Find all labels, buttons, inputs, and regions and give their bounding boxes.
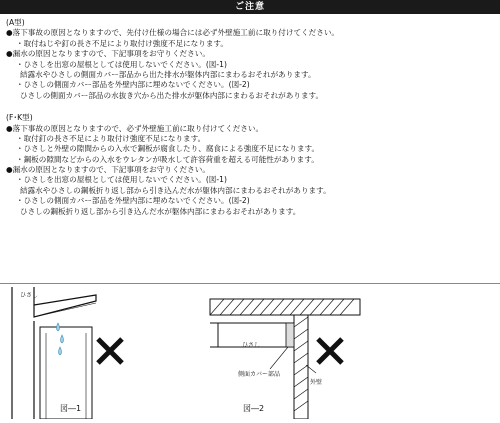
list-item: 結露水やひさしの側面カバー部品から出た排水が躯体内部にまわるおそれがあります。 xyxy=(20,69,316,79)
water-drop-icon xyxy=(61,335,64,343)
notice-header xyxy=(0,0,500,14)
section-title-fk: (F･K型) xyxy=(6,113,33,123)
divider xyxy=(0,283,500,284)
list-item: ●落下事故の原因となりますので、先付け仕様の場合には必ず外壁施工前に取り付けてください。 xyxy=(6,28,339,38)
fig2-label-cover: 側面カバー部品 xyxy=(238,371,281,378)
list-item: 結露水やひさしの鋼板折り返し部から引き込んだ水が躯体内部にまわるおそれがあります。 xyxy=(20,185,331,195)
list-item: ・鋼板の隙間などからの入水をウレタンが吸水して許容荷重を超える可能性があります。 xyxy=(16,154,319,164)
list-item: ・ひさしと外壁の隙間からの入水で鋼板が腐食したり、腐食による強度不足になります。 xyxy=(16,144,320,154)
list-item: ●漏水の原因となりますので、下記事項をお守りください。 xyxy=(6,165,210,175)
list-item: ・ひさしを出窓の屋根としては使用しないでください。(図-1) xyxy=(16,59,227,69)
fig2-label-wall: 外壁 xyxy=(310,379,323,386)
prohibited-cross-icon xyxy=(98,339,122,363)
section-title-a: (A型) xyxy=(6,18,25,27)
figure-2-caption: 図―2 xyxy=(243,404,265,413)
list-item: ・ひさしの側面カバー部品を外壁内部に埋めないでください。(図-2) xyxy=(16,196,250,206)
notice-title: ご注意 xyxy=(234,2,265,12)
water-drop-icon xyxy=(59,347,62,355)
fig2-label-hisashi: ひさし xyxy=(242,342,261,349)
figure-1 xyxy=(0,287,170,419)
water-drop-icon xyxy=(57,323,60,331)
notice-body xyxy=(6,18,496,217)
figure-2 xyxy=(170,287,500,419)
figure-1-drawing xyxy=(0,287,170,419)
list-item: ひさしの側面カバー部品の水抜き穴から出た排水が躯体内部にまわるおそれがあります。 xyxy=(20,90,324,100)
list-item: ひさしの鋼板折り返し部から引き込んだ水が躯体内部にまわるおそれがあります。 xyxy=(20,206,301,216)
fig1-label-hisashi: ひさし xyxy=(20,292,39,299)
list-item: ・ひさしの側面カバー部品を外壁内部に埋めないでください。(図-2) xyxy=(16,80,250,90)
prohibited-cross-icon xyxy=(318,339,342,363)
list-item: ・取付ねじや釘の長さ不足により取付け強度不足になります。 xyxy=(16,38,229,48)
list-item: ・取付釘の長さ不足により取付け強度不足になります。 xyxy=(16,133,206,143)
figure-1-caption: 図―1 xyxy=(60,404,82,413)
figure-2-drawing xyxy=(170,287,500,419)
list-item: ●漏水の原因となりますので、下記事項をお守りください。 xyxy=(6,49,210,59)
list-item: ●落下事故の原因となりますので、必ず外壁施工前に取り付けてください。 xyxy=(6,123,264,133)
list-item: ・ひさしを出窓の屋根としては使用しないでください。(図-1) xyxy=(16,175,227,185)
